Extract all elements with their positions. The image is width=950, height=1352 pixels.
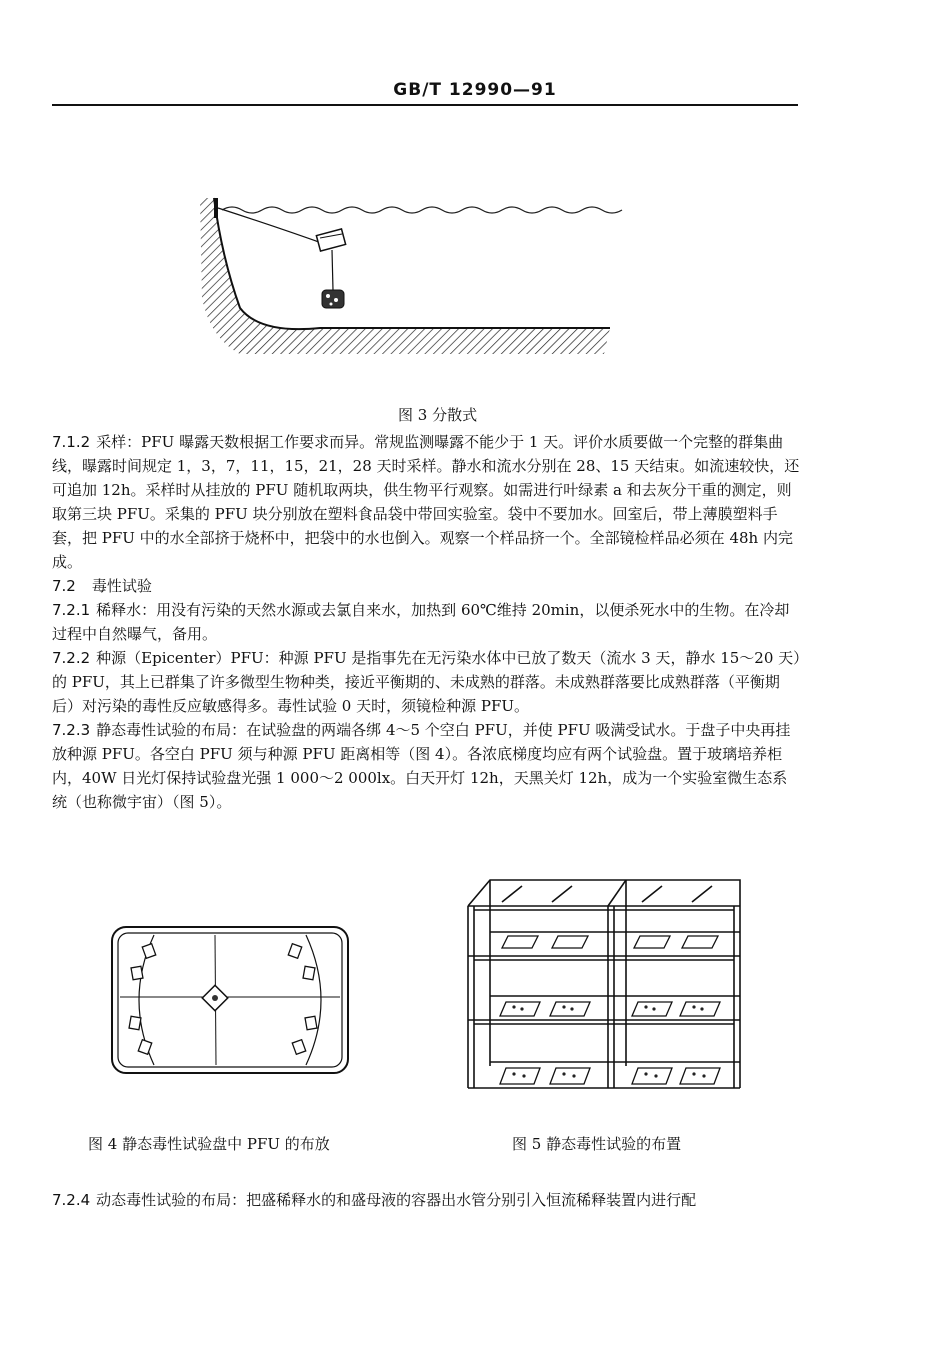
figure5-caption: 图 5 静态毒性试验的布置 bbox=[512, 1135, 682, 1153]
blank-pfu-left bbox=[129, 944, 156, 1055]
epicenter-pfu bbox=[202, 985, 227, 1010]
heading-7-2: 7.2 毒性试验 bbox=[52, 577, 152, 595]
figure4-diagram bbox=[110, 925, 350, 1075]
figure3-diagram bbox=[200, 188, 630, 358]
water-surface bbox=[222, 207, 622, 213]
paragraph-7-2-1: 7.2.1 稀释水：用没有污染的天然水源或去氯自来水，加热到 60℃维持 20min，以便杀死水中的生物。在冷却过程中自然曝气，备用。 bbox=[52, 601, 790, 643]
figure5-diagram bbox=[462, 876, 748, 1096]
paragraph-7-1-2: 7.1.2 采样：PFU 曝露天数根据工作要求而异。常规监测曝露不能少于 1 天。评价水质要做一个完整的群集曲线，曝露时间规定 1，3，7，11，15，21，28 天时采样。静水和流水分别在 28、15 天结束。如流速较快，还可追加 12h。采样时从挂放的 PFU 随机取两块，供生物平行观察。如需进行叶绿素 a 和去灰分干重的测定，则取第三块 PFU。采集的 PFU 块分别放在塑料食品袋中带回实验室。袋中不要加水。回室后，带上薄膜塑料手套，把 PFU 中的水全部挤于烧杯中，把袋中的水也倒入。观察一个样品挤一个。全部镜检样品必须在 48h 内完成。 bbox=[52, 433, 800, 571]
figure3-caption: 图 3 分散式 bbox=[398, 406, 478, 424]
pfu-block bbox=[322, 290, 344, 308]
header-rule bbox=[52, 104, 798, 106]
paragraph-7-2-2: 7.2.2 种源（Epicenter）PFU：种源 PFU 是指事先在无污染水体中已放了数天（流水 3 天，静水 15～20 天）的 PFU，其上已群集了许多微型生物种类，接近平衡期的、未成熟的群落。未成熟群落要比成熟群落（平衡期后）对污染的毒性反应敏感得多。毒性试验 0 天时，须镜检种源 PFU。 bbox=[52, 649, 801, 715]
blank-pfu-right bbox=[288, 944, 317, 1055]
figure4-caption: 图 4 静态毒性试验盘中 PFU 的布放 bbox=[88, 1135, 330, 1153]
float-buoy bbox=[316, 229, 345, 251]
standard-code-header: GB/T 12990—91 bbox=[393, 80, 557, 100]
riverbank-hatched bbox=[200, 198, 610, 354]
paragraph-7-2-4: 7.2.4 动态毒性试验的布局：把盛稀释水的和盛母液的容器出水管分别引入恒流稀释装置内进行配 bbox=[52, 1191, 697, 1209]
paragraph-7-2-3: 7.2.3 静态毒性试验的布局：在试验盘的两端各绑 4～5 个空白 PFU，并使 PFU 吸满受试水。于盘子中央再挂放种源 PFU。各空白 PFU 须与种源 PFU 距离相等（图 4）。各浓底梯度均应有两个试验盘。置于玻璃培养柜内，40W 日光灯保持试验盘光强 1 000～2 000lx。白天开灯 12h，天黑关灯 12h，成为一个实验室微生态系统（也称微宇宙）（图 5）。 bbox=[52, 721, 791, 811]
